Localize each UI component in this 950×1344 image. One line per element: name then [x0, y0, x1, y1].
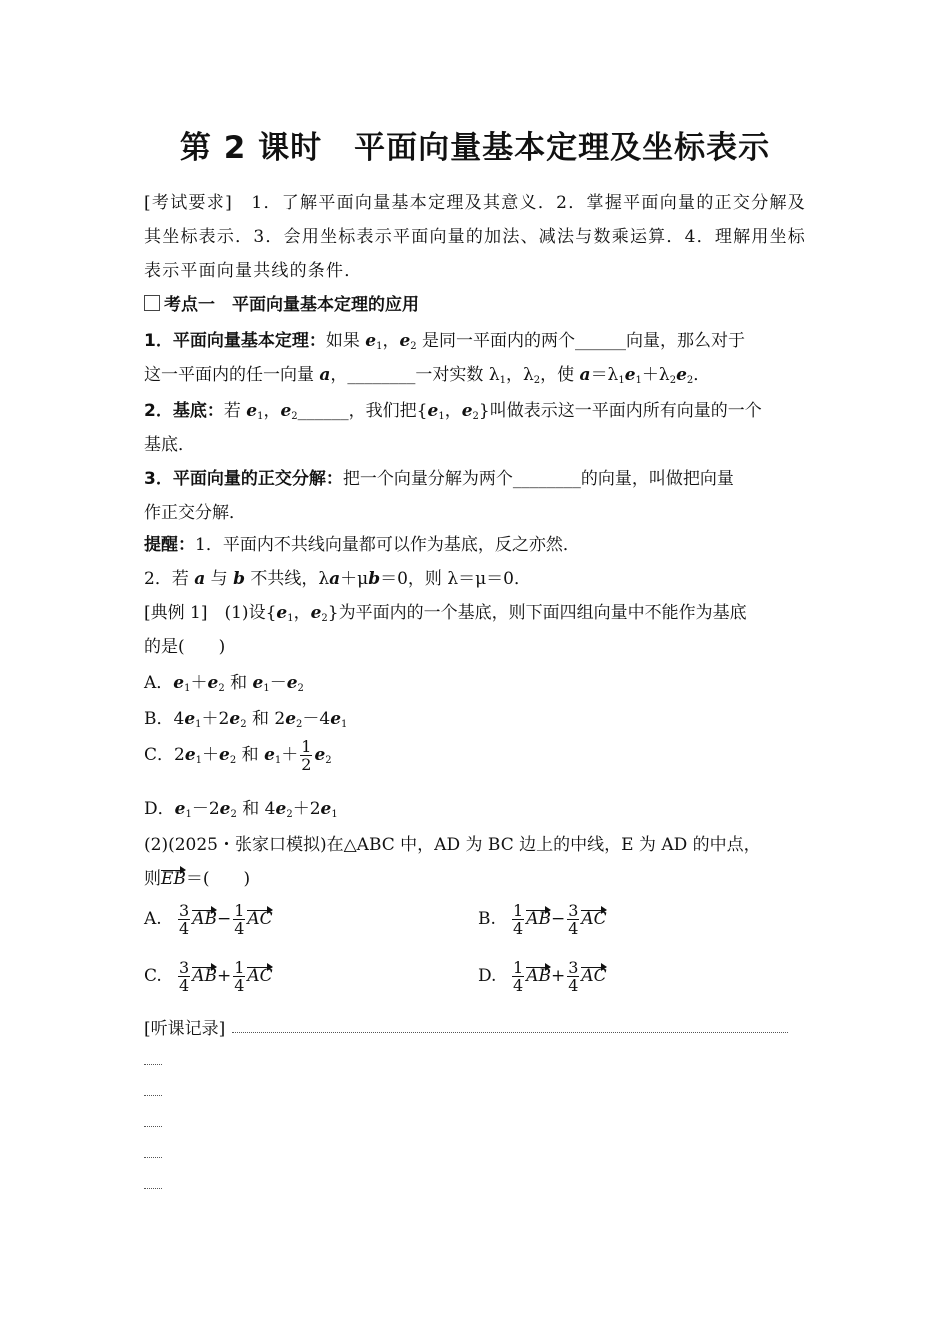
text: 4 — [173, 709, 185, 729]
text: 和 — [236, 745, 265, 765]
vector-ab: AB — [526, 909, 551, 929]
vec-e: e — [280, 401, 292, 421]
vec-e: e — [676, 365, 687, 385]
option-label: A． — [144, 673, 174, 693]
sub: 2 — [218, 683, 225, 694]
option-label: D． — [144, 799, 175, 819]
choice-d[interactable] — [478, 959, 607, 994]
operator: + — [550, 966, 566, 986]
vec-e: e — [427, 401, 439, 421]
fraction — [178, 902, 190, 937]
sub: 2 — [686, 375, 694, 386]
text: 2．若 — [144, 569, 195, 589]
vec-e: e — [314, 745, 326, 765]
sub: 1 — [287, 613, 294, 624]
vec-a: a — [194, 569, 206, 589]
vec-e: e — [219, 745, 230, 765]
text: ______，我们把{ — [297, 401, 428, 421]
option-label: B． — [144, 709, 174, 729]
text: ＋ — [281, 745, 299, 765]
text: －4 — [302, 709, 331, 729]
option-b[interactable] — [144, 704, 347, 730]
vec-e: e — [365, 331, 377, 351]
vec-e: e — [624, 365, 636, 385]
choice-label: C. — [144, 966, 162, 986]
sub: 1 — [635, 375, 642, 386]
example-line-1 — [144, 598, 747, 624]
theorem-line-2 — [144, 360, 710, 386]
option-label: C． — [144, 745, 175, 765]
vec-b: b — [368, 569, 381, 589]
text: 与 — [205, 569, 234, 589]
text: ， — [293, 603, 311, 623]
numerator: 3 — [568, 958, 579, 977]
text: ＝0，则 λ＝μ＝0． — [380, 569, 531, 589]
vec-e: e — [285, 709, 297, 729]
text: ，λ — [505, 365, 534, 385]
denominator: 4 — [179, 976, 190, 995]
question-2-line-1: (2)(2025・张家口模拟)在△ABC 中，AD 为 BC 边上的中线，E 为 AD 的中点， — [144, 835, 761, 855]
text: ＝λ — [590, 365, 619, 385]
notes-label: [听课记录] — [144, 1019, 226, 1039]
vec-e: e — [461, 401, 473, 421]
text: 这一平面内的任一向量 — [144, 365, 320, 385]
remind-line-2 — [144, 564, 531, 589]
orthogonal-label: 3．平面向量的正交分解： — [144, 469, 343, 489]
sub: 2 — [669, 375, 677, 386]
theorem-label: 1．平面向量基本定理： — [144, 331, 326, 351]
text: 则 — [144, 869, 161, 889]
section-heading: 考点一 平面向量基本定理的应用 — [164, 295, 419, 315]
vec-e: e — [275, 799, 287, 819]
text: ＋λ — [641, 365, 670, 385]
theorem-line-1 — [144, 326, 745, 352]
text: 如果 — [325, 331, 366, 351]
vector-ac: AC — [247, 966, 273, 986]
orthogonal-line-1 — [144, 464, 734, 489]
vec-e: e — [219, 799, 231, 819]
choice-b[interactable] — [478, 902, 607, 937]
sub: 2 — [410, 341, 417, 352]
example-line-2: 的是( ) — [144, 637, 226, 657]
notes-line[interactable] — [144, 1064, 162, 1065]
text: ＋μ — [340, 569, 369, 589]
sub: 2 — [229, 755, 237, 766]
text: 和 4 — [236, 799, 276, 819]
text: 不共线，λ — [244, 569, 330, 589]
section-heading-row — [144, 290, 419, 315]
remind-line-1 — [144, 530, 580, 555]
text: ． — [693, 365, 711, 385]
vec-e: e — [184, 745, 196, 765]
vec-e: e — [310, 603, 322, 623]
numerator: 1 — [234, 958, 245, 977]
notes-line[interactable] — [232, 1032, 788, 1033]
vec-e: e — [246, 401, 258, 421]
fraction — [233, 902, 245, 937]
denominator: 4 — [234, 976, 245, 995]
text: 1．平面内不共线向量都可以作为基底，反之亦然． — [195, 535, 580, 555]
vector-ac: AC — [247, 909, 273, 929]
sub: 1 — [263, 683, 270, 694]
text: ， — [382, 331, 400, 351]
sub: 2 — [325, 755, 332, 766]
example-tag: [典例 1] — [144, 603, 208, 623]
numerator: 1 — [513, 958, 524, 977]
text: ， — [444, 401, 462, 421]
choice-label: B. — [478, 909, 496, 929]
fraction — [233, 959, 245, 994]
basis-label: 2．基底： — [144, 401, 224, 421]
numerator: 3 — [179, 901, 190, 920]
sub: 2 — [296, 719, 303, 730]
numerator: 1 — [301, 737, 312, 756]
fraction — [567, 902, 579, 937]
exam-requirements — [144, 186, 806, 288]
fraction — [178, 959, 190, 994]
sub: 2 — [297, 683, 304, 694]
vector-eb: EB — [161, 869, 186, 889]
sub: 1 — [618, 375, 625, 386]
question-2-line-2 — [144, 864, 250, 889]
fraction — [512, 902, 524, 937]
denominator: 4 — [513, 919, 524, 938]
vec-e: e — [330, 709, 342, 729]
denominator: 4 — [568, 919, 579, 938]
sub: 2 — [240, 719, 247, 730]
denominator: 2 — [301, 755, 312, 774]
option-a[interactable] — [144, 668, 304, 694]
denominator: 4 — [179, 919, 190, 938]
sub: 2 — [472, 411, 479, 422]
text: 若 — [223, 401, 247, 421]
vec-a: a — [319, 365, 331, 385]
vec-e: e — [184, 709, 196, 729]
sub: 1 — [499, 375, 506, 386]
text: － — [269, 673, 287, 693]
operator: − — [550, 909, 566, 929]
text: ＋2 — [292, 799, 321, 819]
vector-ac: AC — [581, 966, 607, 986]
sub: 1 — [195, 755, 203, 766]
sub: 1 — [376, 341, 383, 352]
vec-e: e — [207, 673, 219, 693]
text: }为平面内的一个基底，则下面四组向量中不能作为基底 — [327, 603, 747, 623]
operator: + — [216, 966, 232, 986]
sub: 2 — [533, 375, 541, 386]
choice-label: D. — [478, 966, 497, 986]
vec-e: e — [252, 673, 264, 693]
text: ＝( ) — [185, 869, 251, 889]
vector-ac: AC — [581, 909, 607, 929]
sub: 2 — [286, 809, 293, 820]
denominator: 4 — [513, 976, 524, 995]
sub: 1 — [331, 809, 338, 820]
notes-line[interactable] — [144, 1188, 162, 1189]
sub: 2 — [230, 809, 237, 820]
text: (1)设{ — [207, 603, 277, 623]
remind-label: 提醒： — [144, 535, 195, 555]
text: ， — [263, 401, 281, 421]
orthogonal-line-2: 作正交分解． — [144, 503, 246, 523]
sub: 1 — [274, 755, 282, 766]
text: }叫做表示这一平面内所有向量的一个 — [478, 401, 762, 421]
vector-ab: AB — [526, 966, 551, 986]
sub: 1 — [257, 411, 264, 422]
sub: 2 — [321, 613, 328, 624]
numerator: 1 — [234, 901, 245, 920]
notes-line[interactable] — [144, 1126, 162, 1127]
denominator: 4 — [234, 919, 245, 938]
fraction — [512, 959, 524, 994]
choice-a[interactable] — [144, 902, 273, 937]
text: 和 — [224, 673, 253, 693]
text: ，使 — [540, 365, 580, 385]
operator: − — [216, 909, 232, 929]
option-c[interactable] — [144, 738, 332, 773]
vec-b: b — [233, 569, 245, 589]
requirements-text: 1．了解平面向量基本定理及其意义．2．掌握平面向量的正交分解及其坐标表示．3．会用坐标表示平面向量的加法、减法与数乘运算．4．理解用坐标表示平面向量共线的条件． — [144, 193, 806, 281]
text: 把一个向量分解为两个________的向量，叫做把向量 — [342, 469, 734, 489]
basis-line-2: 基底． — [144, 435, 195, 455]
numerator: 3 — [568, 901, 579, 920]
vector-ab: AB — [192, 909, 217, 929]
notes-line[interactable] — [144, 1157, 162, 1158]
fraction — [567, 959, 579, 994]
vec-a: a — [579, 365, 591, 385]
vec-e: e — [320, 799, 332, 819]
sub: 1 — [341, 719, 348, 730]
vec-e: e — [264, 745, 275, 765]
page-title: 第 2 课时 平面向量基本定理及坐标表示 — [179, 130, 771, 166]
option-d[interactable] — [144, 794, 338, 820]
vec-e: e — [399, 331, 411, 351]
choice-c[interactable] — [144, 959, 273, 994]
requirements-tag: [考试要求] — [144, 193, 233, 213]
sub: 1 — [184, 683, 191, 694]
text: ＋ — [190, 673, 208, 693]
text: ＋2 — [201, 709, 230, 729]
vec-e: e — [276, 603, 288, 623]
choice-label: A. — [144, 909, 162, 929]
numerator: 1 — [513, 901, 524, 920]
sub: 1 — [438, 411, 445, 422]
sub: 2 — [291, 411, 298, 422]
denominator: 4 — [568, 976, 579, 995]
vec-e: e — [174, 799, 186, 819]
vector-ab: AB — [192, 966, 217, 986]
numerator: 3 — [179, 958, 190, 977]
text: 和 2 — [246, 709, 286, 729]
section-icon — [144, 295, 160, 311]
fraction-half — [300, 738, 312, 773]
text: ＋ — [202, 745, 220, 765]
vec-a: a — [329, 569, 341, 589]
vec-e: e — [286, 673, 298, 693]
basis-line-1 — [144, 396, 762, 422]
text: －2 — [191, 799, 220, 819]
vec-e: e — [173, 673, 185, 693]
text: 2 — [174, 745, 185, 765]
sub: 1 — [195, 719, 202, 730]
vec-e: e — [229, 709, 241, 729]
text: ，________一对实数 λ — [330, 365, 500, 385]
sub: 1 — [185, 809, 192, 820]
notes-line[interactable] — [144, 1095, 162, 1096]
text: 是同一平面内的两个______向量，那么对于 — [416, 331, 746, 351]
